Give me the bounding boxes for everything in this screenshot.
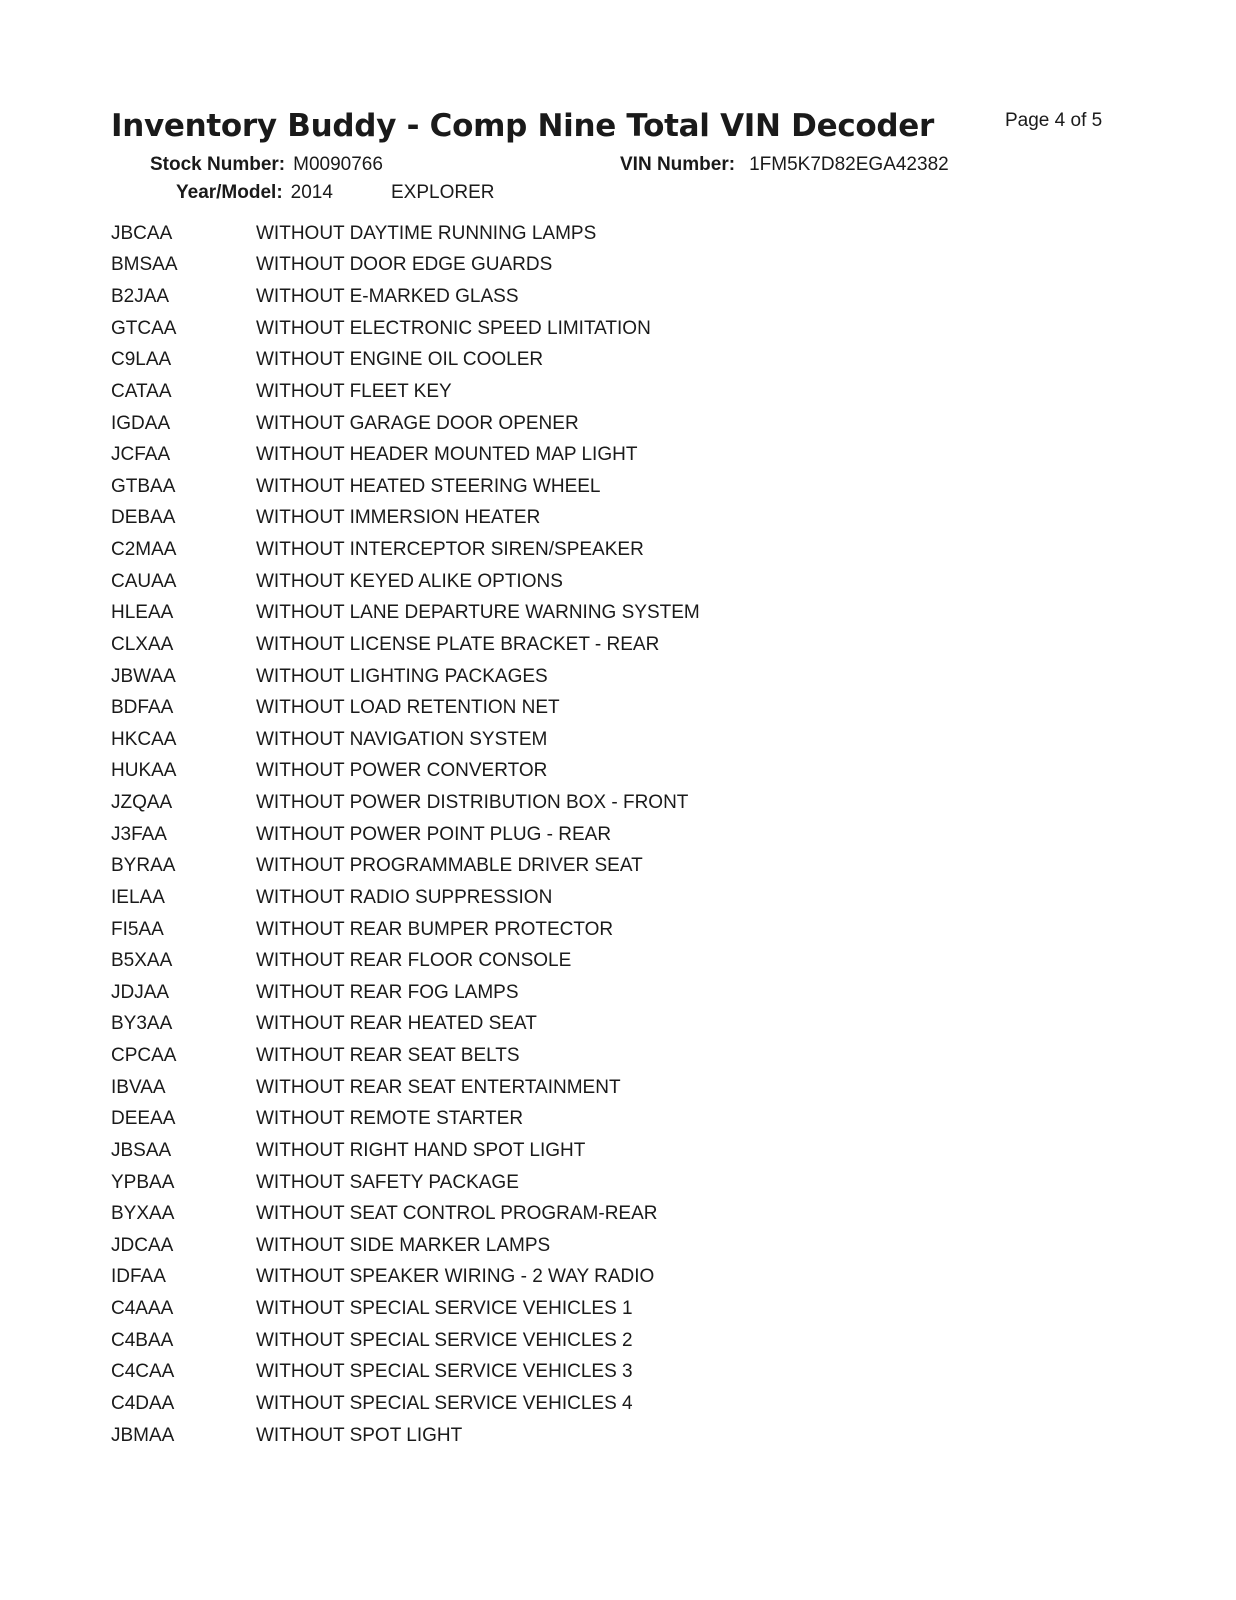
option-code: BY3AA — [111, 1013, 173, 1035]
option-description: WITHOUT FLEET KEY — [256, 380, 452, 402]
option-description: WITHOUT DAYTIME RUNNING LAMPS — [256, 222, 597, 244]
option-row — [111, 1040, 1011, 1072]
stock-number-label: Stock Number: — [150, 154, 286, 175]
option-description: WITHOUT SPOT LIGHT — [256, 1424, 463, 1446]
option-row — [111, 408, 1011, 440]
option-row — [111, 1198, 1011, 1230]
option-code: JZQAA — [111, 792, 173, 814]
option-row — [111, 1325, 1011, 1357]
option-code: CLXAA — [111, 633, 174, 655]
option-row — [111, 1072, 1011, 1104]
option-code: JBCAA — [111, 222, 173, 244]
option-description: WITHOUT HEADER MOUNTED MAP LIGHT — [256, 444, 638, 466]
option-description: WITHOUT REAR FLOOR CONSOLE — [256, 950, 572, 972]
option-description: WITHOUT POWER POINT PLUG - REAR — [256, 823, 612, 845]
option-code: C4DAA — [111, 1392, 175, 1414]
option-description: WITHOUT IMMERSION HEATER — [256, 507, 541, 529]
option-code: C9LAA — [111, 349, 172, 371]
vin-number — [620, 154, 949, 176]
option-row — [111, 1420, 1011, 1452]
option-row — [111, 439, 1011, 471]
option-code: GTBAA — [111, 475, 176, 497]
option-code: JBSAA — [111, 1139, 172, 1161]
option-row — [111, 1262, 1011, 1294]
option-code: C4AAA — [111, 1298, 174, 1320]
option-description: WITHOUT SAFETY PACKAGE — [256, 1171, 519, 1193]
option-row — [111, 661, 1011, 693]
option-code: BDFAA — [111, 697, 174, 719]
option-description: WITHOUT NAVIGATION SYSTEM — [256, 728, 548, 750]
option-description: WITHOUT ENGINE OIL COOLER — [256, 349, 544, 371]
option-row — [111, 1357, 1011, 1389]
option-code: IGDAA — [111, 412, 171, 434]
document-title: Inventory Buddy - Comp Nine Total VIN Decoder — [111, 108, 935, 144]
option-code: DEEAA — [111, 1108, 176, 1130]
option-row — [111, 534, 1011, 566]
option-description: WITHOUT LANE DEPARTURE WARNING SYSTEM — [256, 602, 700, 624]
option-code: J3FAA — [111, 823, 167, 845]
option-code: FI5AA — [111, 918, 164, 940]
option-description: WITHOUT REAR HEATED SEAT — [256, 1013, 537, 1035]
option-code: HKCAA — [111, 728, 177, 750]
option-code: CAUAA — [111, 570, 177, 592]
option-row — [111, 376, 1011, 408]
option-row — [111, 756, 1011, 788]
option-row — [111, 977, 1011, 1009]
option-row — [111, 1230, 1011, 1262]
option-row — [111, 503, 1011, 535]
option-row — [111, 787, 1011, 819]
option-code: IBVAA — [111, 1076, 166, 1098]
option-row — [111, 724, 1011, 756]
option-row — [111, 882, 1011, 914]
option-code: JBWAA — [111, 665, 176, 687]
option-description: WITHOUT SEAT CONTROL PROGRAM-REAR — [256, 1203, 658, 1225]
option-description: WITHOUT SPEAKER WIRING - 2 WAY RADIO — [256, 1266, 655, 1288]
option-row — [111, 281, 1011, 313]
option-row — [111, 819, 1011, 851]
option-code: JCFAA — [111, 444, 171, 466]
option-description: WITHOUT GARAGE DOOR OPENER — [256, 412, 579, 434]
option-code: HLEAA — [111, 602, 174, 624]
option-code: JDJAA — [111, 981, 170, 1003]
option-row — [111, 1009, 1011, 1041]
option-description: WITHOUT RIGHT HAND SPOT LIGHT — [256, 1139, 586, 1161]
option-description: WITHOUT ELECTRONIC SPEED LIMITATION — [256, 317, 651, 339]
option-row — [111, 471, 1011, 503]
option-code: CATAA — [111, 380, 172, 402]
option-code: B5XAA — [111, 950, 173, 972]
option-description: WITHOUT E-MARKED GLASS — [256, 286, 519, 308]
option-code: IELAA — [111, 886, 165, 908]
option-code: BYXAA — [111, 1203, 175, 1225]
option-code: GTCAA — [111, 317, 177, 339]
option-description: WITHOUT SPECIAL SERVICE VEHICLES 3 — [256, 1361, 633, 1383]
option-description: WITHOUT HEATED STEERING WHEEL — [256, 475, 601, 497]
option-description: WITHOUT INTERCEPTOR SIREN/SPEAKER — [256, 539, 644, 561]
option-row — [111, 1167, 1011, 1199]
option-description: WITHOUT POWER DISTRIBUTION BOX - FRONT — [256, 792, 689, 814]
option-row — [111, 1293, 1011, 1325]
option-list — [111, 218, 1011, 1451]
option-description: WITHOUT REMOTE STARTER — [256, 1108, 524, 1130]
option-description: WITHOUT REAR FOG LAMPS — [256, 981, 519, 1003]
option-description: WITHOUT REAR SEAT ENTERTAINMENT — [256, 1076, 621, 1098]
option-description: WITHOUT DOOR EDGE GUARDS — [256, 254, 553, 276]
option-row — [111, 250, 1011, 282]
option-code: C4CAA — [111, 1361, 175, 1383]
option-code: HUKAA — [111, 760, 177, 782]
option-row — [111, 945, 1011, 977]
option-row — [111, 851, 1011, 883]
option-description: WITHOUT POWER CONVERTOR — [256, 760, 548, 782]
vin-number-label: VIN Number: — [620, 154, 736, 175]
year-model — [176, 182, 333, 204]
option-description: WITHOUT LIGHTING PACKAGES — [256, 665, 548, 687]
option-code: DEBAA — [111, 507, 176, 529]
option-description: WITHOUT SPECIAL SERVICE VEHICLES 1 — [256, 1298, 633, 1320]
option-code: IDFAA — [111, 1266, 166, 1288]
option-description: WITHOUT PROGRAMMABLE DRIVER SEAT — [256, 855, 643, 877]
year-value: 2014 — [290, 182, 333, 203]
option-row — [111, 313, 1011, 345]
option-row — [111, 914, 1011, 946]
option-row — [111, 566, 1011, 598]
option-code: BYRAA — [111, 855, 176, 877]
option-description: WITHOUT SPECIAL SERVICE VEHICLES 4 — [256, 1392, 633, 1414]
option-description: WITHOUT LOAD RETENTION NET — [256, 697, 560, 719]
option-description: WITHOUT LICENSE PLATE BRACKET - REAR — [256, 633, 660, 655]
option-row — [111, 692, 1011, 724]
option-code: C4BAA — [111, 1329, 174, 1351]
option-code: CPCAA — [111, 1045, 177, 1067]
page-number: Page 4 of 5 — [1005, 110, 1103, 131]
option-row — [111, 629, 1011, 661]
stock-number-value: M0090766 — [293, 154, 383, 175]
option-description: WITHOUT REAR BUMPER PROTECTOR — [256, 918, 614, 940]
option-row — [111, 1388, 1011, 1420]
option-row — [111, 218, 1011, 250]
option-description: WITHOUT REAR SEAT BELTS — [256, 1045, 520, 1067]
option-code: C2MAA — [111, 539, 177, 561]
option-row — [111, 345, 1011, 377]
option-code: JBMAA — [111, 1424, 175, 1446]
option-row — [111, 598, 1011, 630]
option-description: WITHOUT SIDE MARKER LAMPS — [256, 1234, 551, 1256]
option-row — [111, 1135, 1011, 1167]
option-code: JDCAA — [111, 1234, 174, 1256]
year-model-label: Year/Model: — [176, 182, 283, 203]
vin-number-value: 1FM5K7D82EGA42382 — [749, 154, 949, 175]
option-code: BMSAA — [111, 254, 178, 276]
option-row — [111, 1104, 1011, 1136]
option-description: WITHOUT RADIO SUPPRESSION — [256, 886, 553, 908]
stock-number — [150, 154, 383, 176]
option-code: YPBAA — [111, 1171, 175, 1193]
option-code: B2JAA — [111, 286, 170, 308]
option-description: WITHOUT SPECIAL SERVICE VEHICLES 2 — [256, 1329, 633, 1351]
option-description: WITHOUT KEYED ALIKE OPTIONS — [256, 570, 563, 592]
model-value: EXPLORER — [391, 182, 495, 203]
